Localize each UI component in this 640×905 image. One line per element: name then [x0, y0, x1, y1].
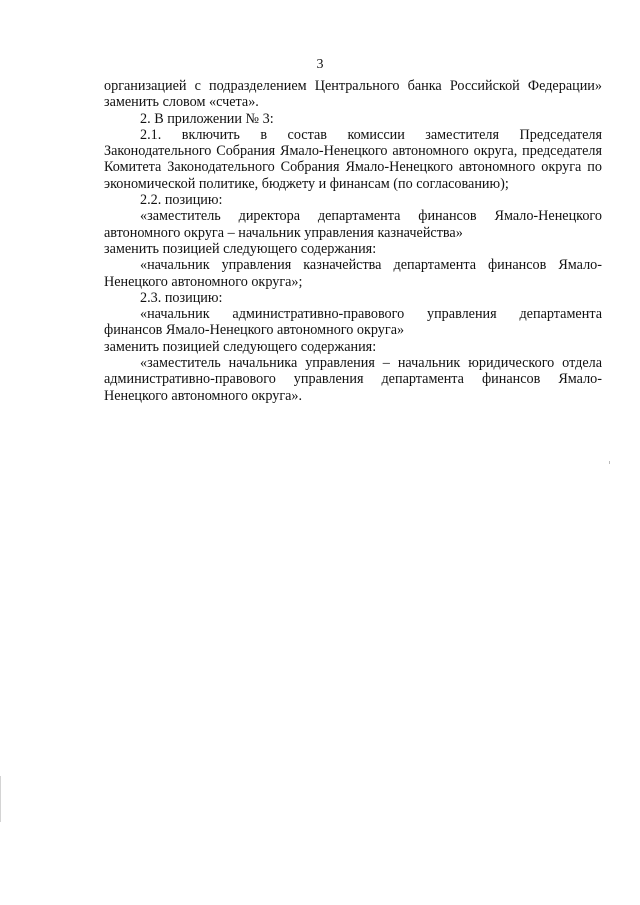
- paragraph-3: 2.1. включить в состав комиссии заместителя Председателя Законодательного Собрания Ямало-Ненецкого автономного округа, председателя Комитета Законодательного Собрания Ямало-Ненецкого автономного округа по экономической политике, бюджету и финансам (по согласованию);: [104, 126, 602, 192]
- paragraph-5: «заместитель директора департамента финансов Ямало-Ненецкого автономного округа – начальник управления казначейства»: [104, 208, 602, 241]
- paragraph-4: 2.2. позицию:: [140, 192, 223, 209]
- paragraph-2: 2. В приложении № 3:: [140, 110, 274, 127]
- paragraph-7: «начальник управления казначейства департамента финансов Ямало-Ненецкого автономного округа»;: [104, 257, 602, 290]
- paragraph-11: «заместитель начальника управления – начальник юридического отдела административно-правового управления департамента финансов Ямало-Ненецкого автономного округа».: [104, 355, 602, 404]
- paragraph-10: заменить позицией следующего содержания:: [104, 338, 377, 355]
- paragraph-9: «начальник административно-правового управления департамента финансов Ямало-Ненецкого автономного округа»: [104, 306, 602, 339]
- page-number: 3: [316, 57, 324, 72]
- scan-margin-mark: [609, 461, 610, 464]
- document-body: [104, 78, 602, 404]
- paragraph-1: организацией с подразделением Центрального банка Российской Федерации» заменить словом «счета».: [104, 78, 602, 111]
- scan-edge-mark: [0, 776, 1, 822]
- paragraph-6: заменить позицией следующего содержания:: [104, 240, 377, 257]
- paragraph-8: 2.3. позицию:: [140, 289, 223, 306]
